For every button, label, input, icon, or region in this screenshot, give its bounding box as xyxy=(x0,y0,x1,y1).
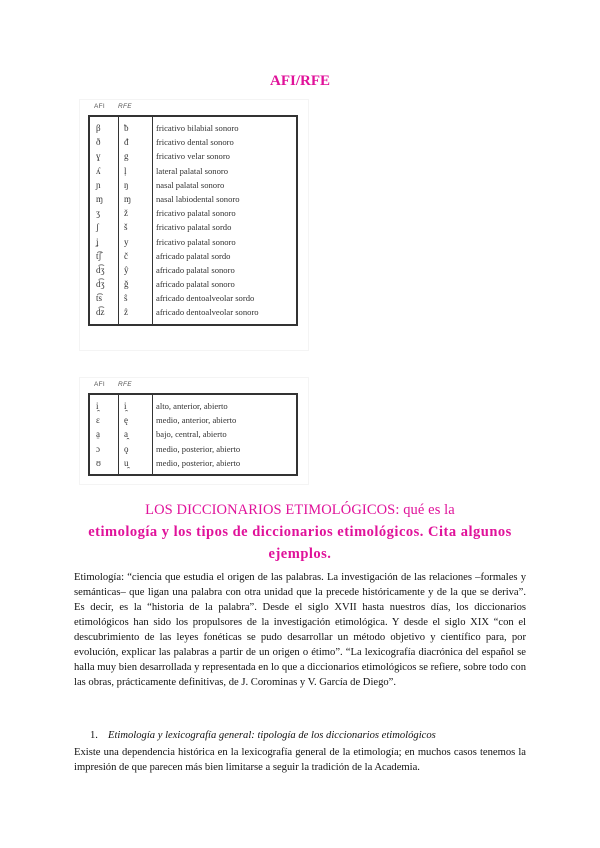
symbol-description: lateral palatal sonoro xyxy=(156,165,229,176)
symbol-row xyxy=(90,235,296,249)
rfe-symbol: g xyxy=(124,151,129,162)
afi-symbol: a̤ xyxy=(96,429,100,440)
symbol-row xyxy=(90,178,296,192)
rfe-symbol: č xyxy=(124,250,128,261)
symbol-row xyxy=(90,305,296,319)
symbol-description: nasal palatal sonoro xyxy=(156,179,225,190)
subheading-number: 1. xyxy=(90,730,98,741)
symbol-description: fricativo dental sonoro xyxy=(156,137,234,148)
rfe-symbol: đ xyxy=(124,137,129,148)
symbol-description: africado dentoalveolar sordo xyxy=(156,293,255,304)
symbol-row xyxy=(90,456,296,470)
symbol-description: medio, posterior, abierto xyxy=(156,443,241,454)
rfe-symbol: y xyxy=(124,236,129,247)
rfe-symbol: ŷ xyxy=(124,264,129,275)
symbol-description: africado palatal sordo xyxy=(156,250,231,261)
symbol-description: bajo, central, abierto xyxy=(156,429,227,440)
page-title: AFI/RFE xyxy=(270,73,330,89)
symbol-description: alto, anterior, abierto xyxy=(156,401,228,411)
header-afi: AFI xyxy=(94,381,106,388)
rfe-symbol: š xyxy=(124,222,128,233)
rfe-symbol: ẑ xyxy=(124,307,128,318)
rfe-symbol: a̯ xyxy=(124,429,128,440)
afi-symbol: ʃ xyxy=(96,222,99,233)
symbol-description: fricativo palatal sonoro xyxy=(156,236,236,247)
header-rfe: RFE xyxy=(118,381,132,388)
afi-symbol: d͡ʒ xyxy=(96,279,105,290)
symbol-row xyxy=(90,192,296,206)
rfe-symbol: ŝ xyxy=(124,293,128,304)
symbol-row xyxy=(90,149,296,163)
symbol-description: medio, anterior, abierto xyxy=(156,415,237,426)
consonant-table xyxy=(88,115,298,326)
etymology-paragraph: Etimología: “ciencia que estudia el origen de las palabras. La investigación de las relaciones –formales y semánticas– que ligan una palabra con otra unidad que la precede históricamente y de la que se deriva”. Es decir, es la “historia de la palabra”. Desde el siglo XVII hasta nuestros días, los diccionarios etimológicos han sido los propulsores de la investigación etimológica. Y desde el siglo XIX “con el descubrimiento de las leyes fonéticas se pudo desarrollar un método objetivo y científico para, por evolución, explicar las palabras a partir de un origen o étimo”. “La lexicografía diacrónica del español se halla muy bien desarrollada y representada en lo que a diccionarios etimológicos se refiere, sobre todo con las obras, prácticamente definitivas, de J. Corominas y V. García de Diego”. xyxy=(74,572,526,688)
afi-symbol: ð xyxy=(96,137,101,148)
rfe-symbol: ƀ xyxy=(124,123,129,133)
afi-symbol: ɲ xyxy=(96,179,101,190)
symbol-description: nasal labiodental sonoro xyxy=(156,193,240,204)
symbol-description: medio, posterior, abierto xyxy=(156,457,241,468)
afi-symbol: d͡ʒ xyxy=(96,264,105,275)
afi-symbol: ɛ xyxy=(96,415,100,426)
rfe-symbol: ḷ xyxy=(124,165,127,176)
heading-line-2: etimología y los tipos de diccionarios etimológicos. Cita algunos xyxy=(88,524,512,540)
symbol-description: africado palatal sonoro xyxy=(156,264,235,275)
afi-symbol: t͡s xyxy=(96,293,103,304)
section-heading xyxy=(0,499,600,565)
symbol-row xyxy=(90,277,296,291)
rfe-symbol: ę xyxy=(124,415,128,426)
symbol-row xyxy=(90,427,296,441)
symbol-row xyxy=(90,249,296,263)
afi-symbol: ʒ xyxy=(96,208,100,219)
subheading-text: Etimología y lexicografía general: tipología de los diccionarios etimológicos xyxy=(108,730,436,741)
symbol-row xyxy=(90,135,296,149)
consonant-table-image xyxy=(80,100,308,350)
afi-symbol: ɣ xyxy=(96,151,101,162)
vowel-table-image xyxy=(80,378,308,484)
afi-symbol: d͡z xyxy=(96,307,105,318)
symbol-row xyxy=(90,164,296,178)
rfe-symbol: ǧ xyxy=(124,279,129,290)
symbol-row xyxy=(90,121,296,135)
heading-line-1: LOS DICCIONARIOS ETIMOLÓGICOS: qué es la xyxy=(145,502,455,518)
subheading xyxy=(90,730,436,741)
symbol-description: fricativo palatal sordo xyxy=(156,222,232,233)
rfe-symbol: ɱ xyxy=(124,193,132,204)
rfe-symbol: ŋ xyxy=(124,179,129,190)
symbol-description: fricativo velar sonoro xyxy=(156,151,230,162)
rfe-symbol: ž xyxy=(124,208,128,219)
header-afi: AFI xyxy=(94,103,106,110)
dependency-paragraph: Existe una dependencia histórica en la lexicografía general de la etimología; en muchos casos tenemos la impresión de que parecen más bien limitarse a seguir la tradición de la Academia. xyxy=(74,747,526,773)
vowel-table-header xyxy=(94,381,142,388)
symbol-description: africado palatal sonoro xyxy=(156,279,235,290)
symbol-description: africado dentoalveolar sonoro xyxy=(156,307,259,318)
symbol-row xyxy=(90,399,296,413)
afi-symbol: i̯ xyxy=(96,401,99,411)
afi-symbol: β xyxy=(96,123,101,133)
afi-symbol: ʊ xyxy=(96,457,101,468)
symbol-row xyxy=(90,413,296,427)
afi-symbol: t͡ʃ xyxy=(96,250,102,261)
symbol-row xyxy=(90,291,296,305)
symbol-description: fricativo palatal sonoro xyxy=(156,208,236,219)
rfe-symbol: i̯ xyxy=(124,401,127,411)
symbol-row xyxy=(90,442,296,456)
symbol-row xyxy=(90,263,296,277)
heading-line-3: ejemplos. xyxy=(268,546,332,562)
symbol-row xyxy=(90,220,296,234)
rfe-symbol: ǫ xyxy=(124,443,129,454)
afi-symbol: ʝ xyxy=(96,236,99,247)
consonant-table-header xyxy=(94,103,142,110)
afi-symbol: ɔ xyxy=(96,443,100,454)
vowel-table xyxy=(88,393,298,476)
symbol-row xyxy=(90,206,296,220)
header-rfe: RFE xyxy=(118,103,132,110)
rfe-symbol: u̯ xyxy=(124,457,129,468)
afi-symbol: ɱ xyxy=(96,193,104,204)
afi-symbol: ʎ xyxy=(96,165,101,176)
symbol-description: fricativo bilabial sonoro xyxy=(156,123,239,133)
